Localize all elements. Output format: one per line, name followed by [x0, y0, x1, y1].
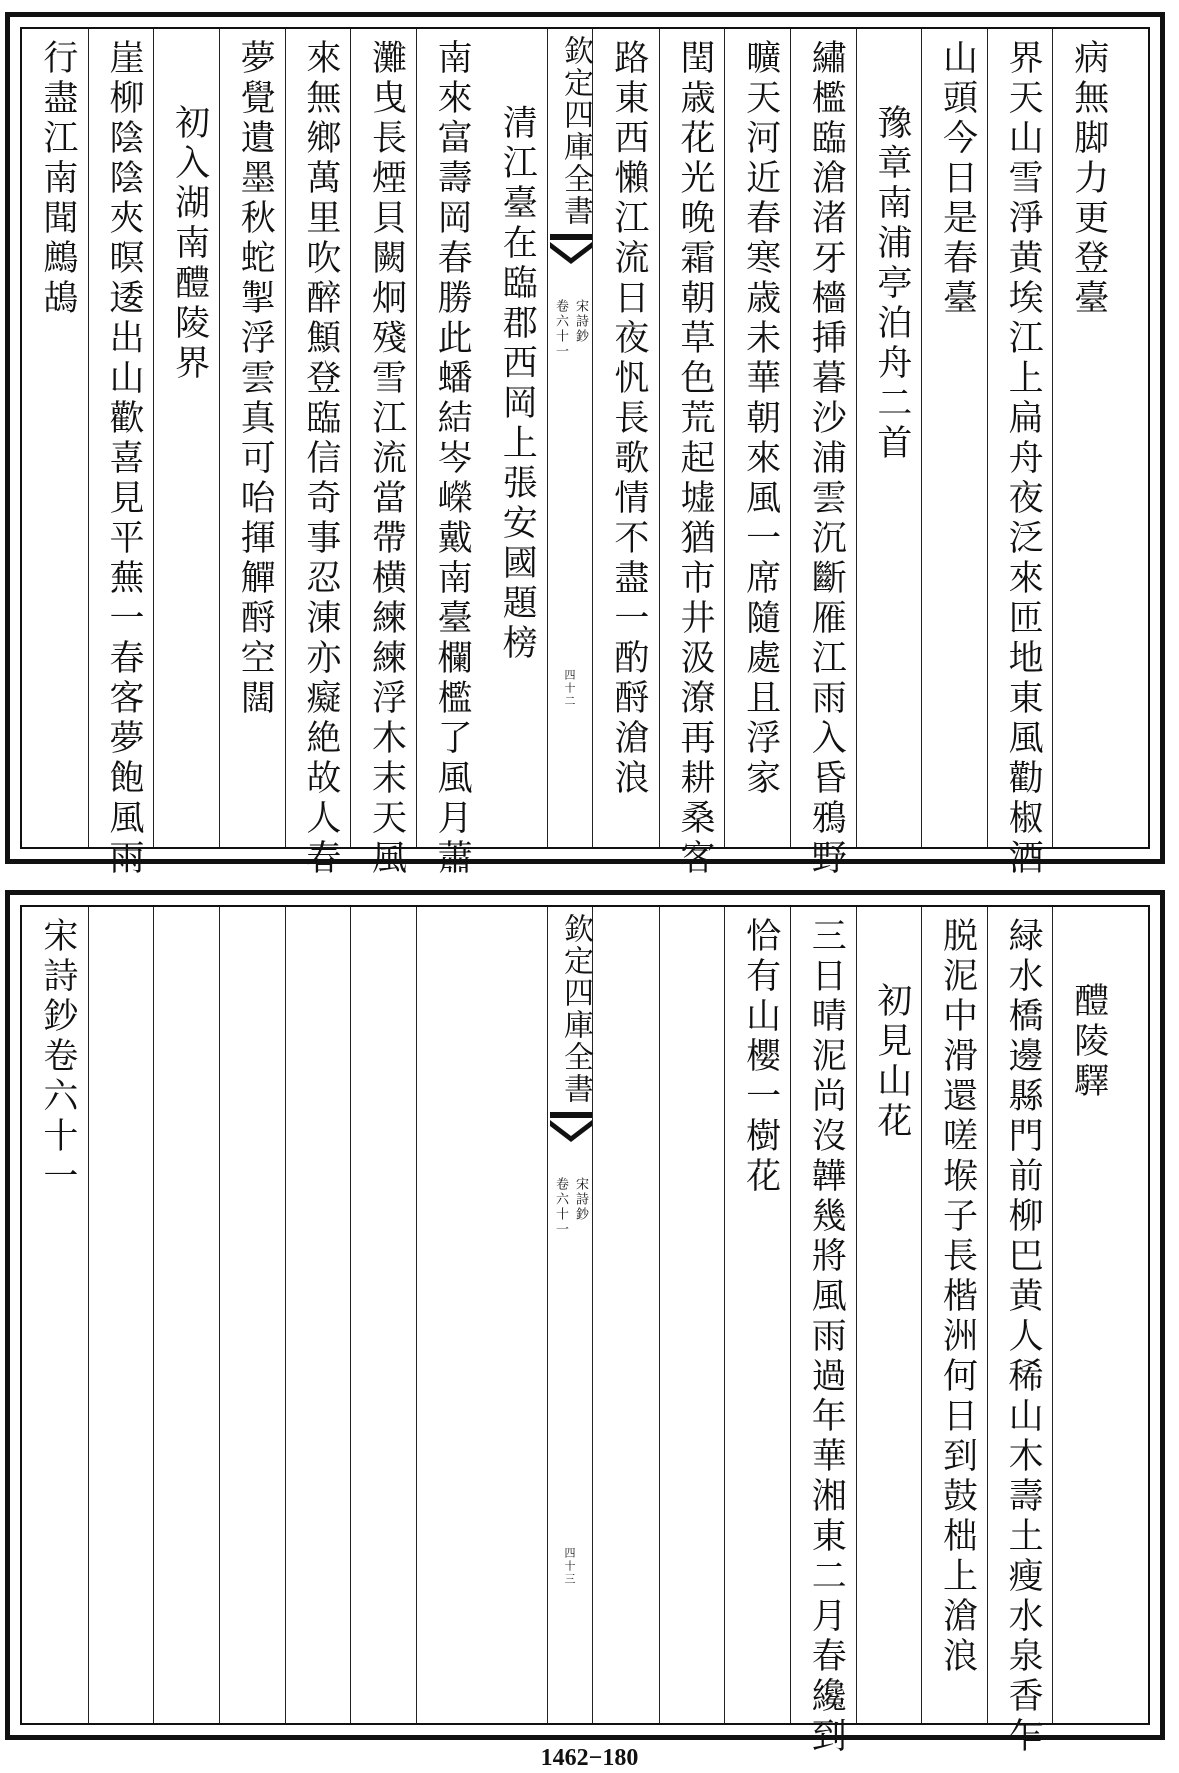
column-text: 山頭今日是春臺: [937, 39, 978, 319]
text-column: [350, 29, 416, 879]
center-folio-number: 四十二: [563, 669, 576, 708]
column-text: 宋詩鈔卷六十一: [37, 917, 78, 1197]
text-column: [593, 29, 659, 847]
top-page: [5, 12, 1165, 879]
fish-tail-mark-icon: [548, 1112, 594, 1152]
center-title: 欽定四庫全書: [558, 35, 593, 227]
text-column: [790, 29, 856, 879]
column-text: 曠天河近春寒歳未華朝來風一席隨處且浮家: [740, 39, 781, 799]
center-fold-column: [547, 907, 593, 1723]
text-column: [285, 907, 351, 1723]
text-column: [593, 907, 659, 1723]
text-column: [416, 29, 482, 879]
center-volume: 卷六十一: [553, 1177, 568, 1237]
text-column: [987, 907, 1053, 1757]
column-text: 初見山花: [871, 982, 912, 1142]
text-column: [856, 29, 922, 847]
text-column: [481, 907, 547, 1723]
column-text: 清江臺在臨郡西岡上張安國題榜: [497, 104, 538, 664]
column-text: 路東西懶江流日夜忛長歌情不盡一酌酹滄浪: [608, 39, 649, 799]
top-page-frame: [20, 27, 1150, 879]
text-column: [481, 29, 547, 847]
bottom-page-frame: [20, 905, 1150, 1757]
text-column: [659, 29, 725, 879]
text-column: [153, 29, 219, 847]
column-text: 行盡江南聞鷓鴣: [37, 39, 78, 319]
text-column: [88, 907, 154, 1723]
text-column: [350, 907, 416, 1723]
column-text: 病無脚力更登臺: [1068, 39, 1109, 319]
text-column: [88, 29, 154, 879]
column-text: 夢覺遺墨秋蛇掣浮雲真可咍揮觶酹空闊: [235, 39, 276, 719]
column-text: 灘曳長煙貝闕炯殘雪江流當帶横練練浮木末天風: [366, 39, 407, 879]
column-text: 閏歳花光晚霜朝草色荒起墟猶市井汲潦再耕桑客: [674, 39, 715, 879]
column-text: 恰有山櫻一樹花: [740, 917, 781, 1197]
text-column: [416, 907, 482, 1723]
column-text: 初入湖南醴陵界: [169, 104, 210, 384]
text-column: [219, 29, 285, 847]
text-column: [659, 907, 725, 1723]
text-column: [921, 907, 987, 1723]
column-text: 繡檻臨滄渚牙檣挿暮沙浦雲沉斷雁江雨入昏鴉野: [806, 39, 847, 879]
center-title: 欽定四庫全書: [558, 913, 593, 1105]
text-column: [22, 907, 88, 1723]
page-number-footer: 1462−180: [540, 1745, 639, 1771]
text-column: [22, 29, 88, 847]
column-text: 界天山雪淨黄埃江上扁舟夜泛來匝地東風勸椒酒: [1003, 39, 1044, 879]
text-column: [285, 29, 351, 879]
center-book-name: 宋詩鈔: [573, 1177, 588, 1222]
text-column: [856, 907, 922, 1723]
text-column: [790, 907, 856, 1757]
text-column: [153, 907, 219, 1723]
column-text: 三日晴泥尚沒韡幾將風雨過年華湘東二月春纔到: [806, 917, 847, 1757]
bottom-page: [5, 890, 1165, 1757]
fish-tail-mark-icon: [548, 234, 594, 274]
column-text: 豫章南浦亭泊舟二首: [871, 104, 912, 464]
column-text: 緑水橋邊縣門前柳巴黄人稀山木壽土瘦水泉香乍: [1003, 917, 1044, 1757]
center-fold-column: [547, 29, 593, 847]
text-column: [724, 907, 790, 1723]
column-text: 脱泥中滑還嗟堠子長楷洲何日到鼓柮上滄浪: [937, 917, 978, 1677]
text-column: [219, 907, 285, 1723]
column-text: 南來富壽岡春勝此蟠結岑嶸戴南臺欄檻了風月蕭: [432, 39, 473, 879]
center-book-name: 宋詩鈔: [573, 299, 588, 344]
column-text: 來無鄉萬里吹醉顦登臨信奇事忍涷亦癡絶故人春: [300, 39, 341, 879]
column-text: 崖柳陰陰夾暝逶出山歡喜見平蕪一春客夢飽風雨: [103, 39, 144, 879]
text-column: [1052, 29, 1118, 847]
center-folio-number: 四十三: [563, 1547, 576, 1586]
text-column: [724, 29, 790, 847]
text-column: [1052, 907, 1118, 1723]
text-column: [987, 29, 1053, 879]
center-volume: 卷六十一: [553, 299, 568, 359]
column-text: 醴陵驛: [1068, 982, 1109, 1102]
text-column: [921, 29, 987, 847]
